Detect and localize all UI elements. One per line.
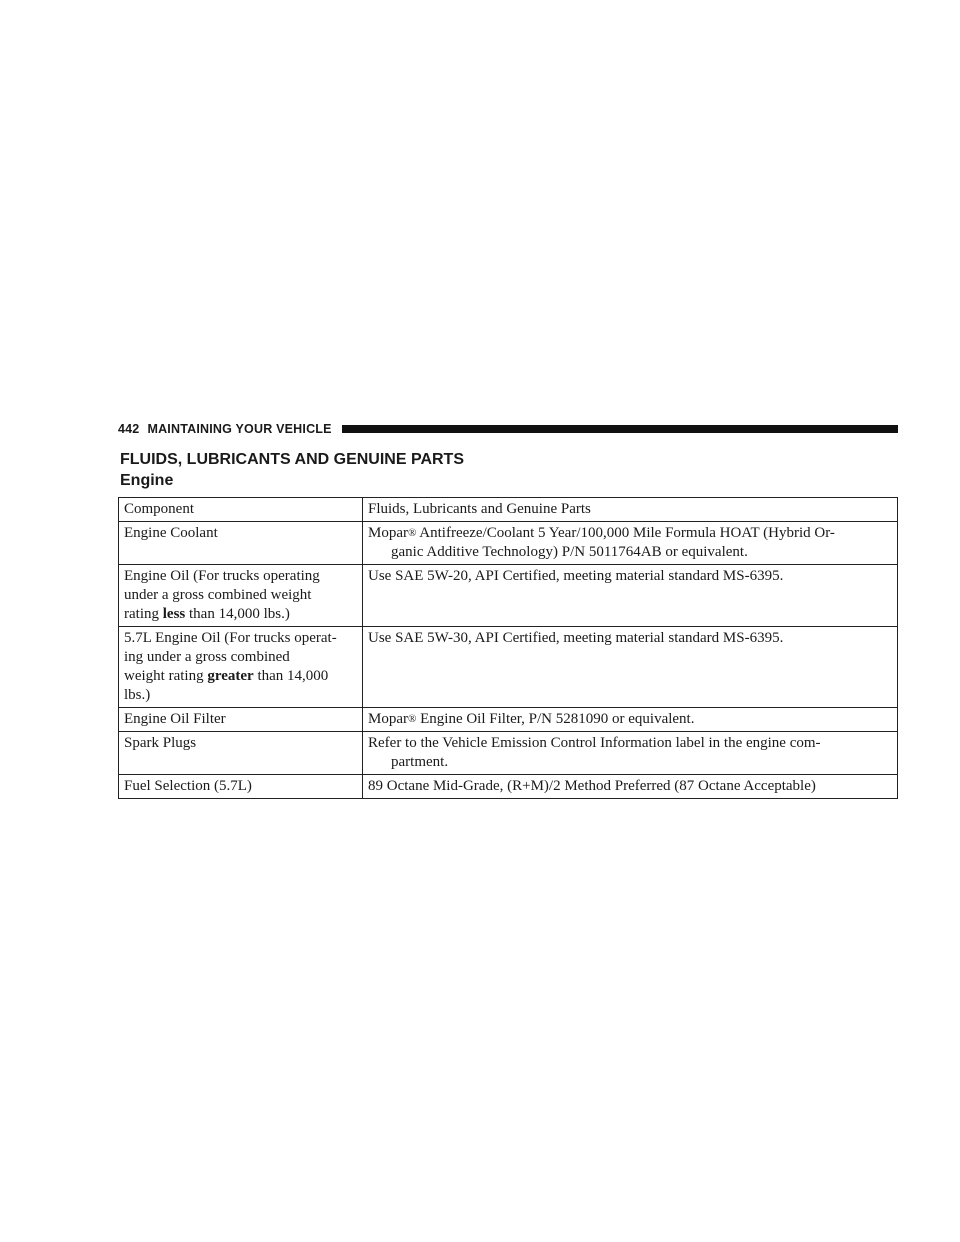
row-spec: 89 Octane Mid-Grade, (R+M)/2 Method Preferred (87 Octane Acceptable) [363, 775, 898, 799]
row-spec: Use SAE 5W-20, API Certified, meeting material standard MS-6395. [363, 565, 898, 627]
table-header-row [119, 498, 898, 522]
table-row [119, 522, 898, 565]
spec-text: Antifreeze/Coolant 5 Year/100,000 Mile Formula HOAT (Hybrid Or- [419, 525, 835, 541]
table-row [119, 627, 898, 708]
spec-text: Engine Oil Filter, P/N 5281090 or equivalent. [420, 711, 695, 727]
row-spec: Use SAE 5W-30, API Certified, meeting material standard MS-6395. [363, 627, 898, 708]
brand-name: Mopar [368, 711, 408, 727]
component-line: Engine Oil (For trucks operating [124, 568, 320, 584]
registered-mark: ® [408, 527, 417, 539]
fluids-table [118, 497, 898, 799]
row-component: Engine Coolant [119, 522, 363, 565]
page-title: FLUIDS, LUBRICANTS AND GENUINE PARTS [120, 451, 464, 468]
row-spec [363, 522, 898, 565]
row-component [119, 627, 363, 708]
table-row [119, 732, 898, 775]
row-component [119, 565, 363, 627]
spec-text: Refer to the Vehicle Emission Control Information label in the engine com- [368, 735, 821, 751]
header-rule [342, 425, 898, 433]
component-line: rating [124, 606, 159, 622]
registered-mark: ® [408, 713, 417, 725]
component-line: than 14,000 [257, 668, 329, 684]
table-row [119, 775, 898, 799]
component-line: ing under a gross combined [124, 649, 290, 665]
row-component: Fuel Selection (5.7L) [119, 775, 363, 799]
component-line: 5.7L Engine Oil (For trucks operat- [124, 630, 337, 646]
component-line: weight rating [124, 668, 204, 684]
row-component: Spark Plugs [119, 732, 363, 775]
component-line: lbs.) [124, 687, 151, 703]
component-line: under a gross combined weight [124, 587, 312, 603]
section-subtitle: Engine [120, 472, 174, 489]
table-row [119, 708, 898, 732]
spec-text-continued: partment. [391, 754, 449, 770]
row-spec [363, 708, 898, 732]
component-line: than 14,000 lbs.) [189, 606, 290, 622]
component-emphasis: greater [207, 668, 254, 684]
header-fluids: Fluids, Lubricants and Genuine Parts [363, 498, 898, 522]
table-row [119, 565, 898, 627]
row-component: Engine Oil Filter [119, 708, 363, 732]
page-header [118, 420, 898, 438]
section-name: MAINTAINING YOUR VEHICLE [147, 422, 332, 436]
row-spec [363, 732, 898, 775]
brand-name: Mopar [368, 525, 408, 541]
spec-text-continued: ganic Additive Technology) P/N 5011764AB or equivalent. [391, 544, 748, 560]
page-number: 442 [118, 422, 140, 436]
component-emphasis: less [162, 606, 186, 622]
header-component: Component [119, 498, 363, 522]
